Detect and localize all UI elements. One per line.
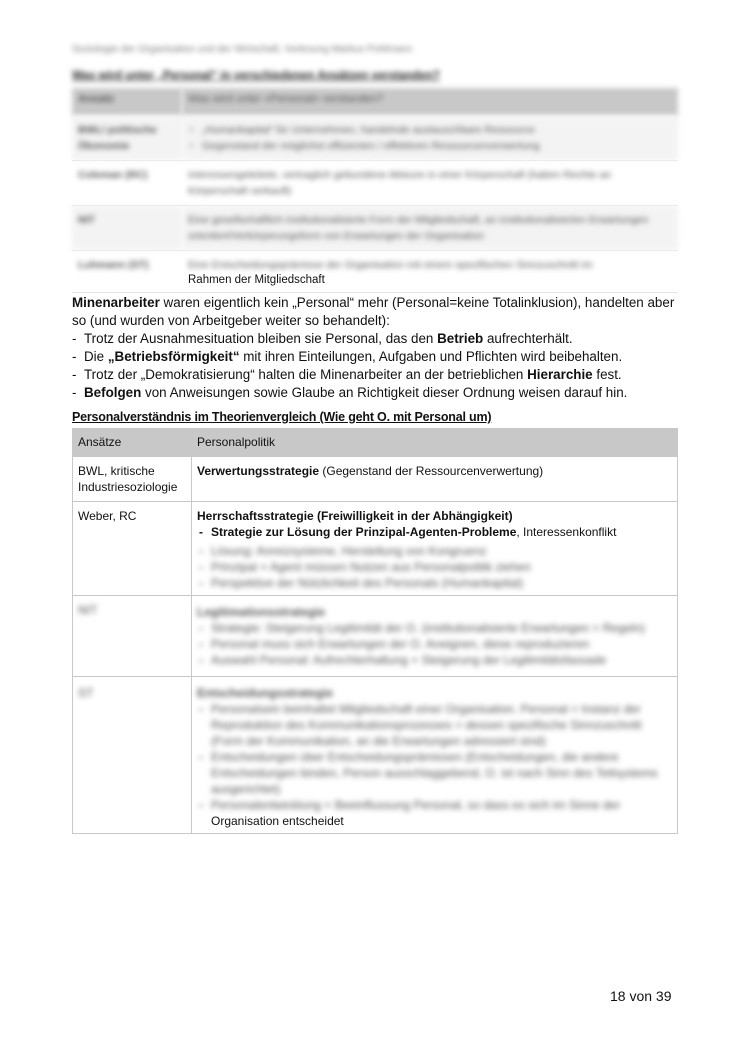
table-row: [72, 116, 678, 161]
bullet-list: [72, 330, 678, 402]
table-row: [72, 161, 678, 206]
running-header: Soziologie der Organisation und der Wirtschaft, Vorlesung Markus Pohlmann: [72, 44, 413, 55]
table-row: [73, 502, 678, 596]
table1-cell: [182, 251, 678, 293]
table1-approach: BWL/ politische Ökonomie: [72, 116, 182, 161]
list-item: - Personalsein beinhaltet Mitgliedschaft einer Organisation. Personal = Instanz der Reproduktion des Kommunikationsprozesses = dessen spezifische Sinnzuschnitt (Form der Kommunikation, an die Erwartungen adressiert sind): [211, 701, 672, 749]
list-item: - Trotz der „Demokratisierung“ halten die Minenarbeiter an der betrieblichen Hierarchie fest.: [72, 366, 678, 384]
list-item: ▪ Gegenstand der möglichst effizienten / effektiven Ressourcenverwertung: [202, 138, 672, 154]
table2-cell: Entscheidungsstrategie - Personalsein beinhaltet Mitgliedschaft einer Organisation. Personal = Instanz der Reproduktion des Kommunikationsprozesses = dessen spezifische Sinnzuschnitt (Form der Kommunikation, an die Erwartungen adressiert sind) - Entscheidungen über Entscheidungsprämissen (Entscheidungen, die andere Entscheidungen binden, Person ausschlaggebend, O. ist nach Sinn des Teilsystems ausgerichtet) - Personalentwicklung = Beeinflussung Personal, so dass es sich im Sinne der Organisation entscheidet: [192, 677, 678, 834]
table1-cell-blurred: Eine Entscheidungsprämisse der Organisation mit einem spezifischen Sinnzuschnitt im: [188, 259, 593, 271]
table-row: [73, 677, 678, 834]
list-item: - Entscheidungen über Entscheidungsprämissen (Entscheidungen, die andere Entscheidungen binden, Person ausschlaggebend, O. ist nach Sinn des Teilsystems ausgerichtet): [211, 749, 672, 797]
list-item: - Lösung: Anreizsysteme, Herstellung von Kongruenz: [211, 543, 672, 559]
list-item: - Prinzipal + Agent müssen Nutzen aus Personalpolitik ziehen: [211, 559, 672, 575]
table2-cell: Legitimationsstrategie - Strategie: Steigerung Legitimität der O. (institutionalisierte Erwartungen = Regeln) - Personal muss sich Erwartungen der O. Aneignen, diese reproduzieren - Auswahl Personal: Aufrechterhaltung + Steigerung der Legitimitätsfassade: [192, 596, 678, 677]
table2-header-approaches: Ansätze: [73, 429, 192, 457]
body-text: [72, 294, 678, 402]
list-item: - Die „Betriebsförmigkeit“ mit ihren Einteilungen, Aufgaben und Pflichten wird beibehalten.: [72, 348, 678, 366]
intro-rest: waren eigentlich kein „Personal“ mehr (Personal=keine Totalinklusion), handelten aber so (und wurden von Arbeitgeber weiter so behandelt):: [72, 295, 675, 328]
table2-cell: Herrschaftsstrategie (Freiwilligkeit in der Abhängigkeit) - Strategie zur Lösung der Prinzipal-Agenten-Probleme, Interessenkonflikt - Lösung: Anreizsysteme, Herstellung von Kongruenz - Prinzipal + Agent müssen Nutzen aus Personalpolitik ziehen - Perspektive der Nützlichkeit des Personals (Humankapital): [192, 502, 678, 596]
list-item: - Personal muss sich Erwartungen der O. Aneignen, diese reproduzieren: [211, 636, 672, 652]
table2-cell-sharp: Organisation entscheidet: [211, 814, 344, 828]
table-row: [72, 251, 678, 293]
table1-cell: [182, 116, 678, 161]
list-item: - Befolgen von Anweisungen sowie Glaube an Richtigkeit dieser Ordnung weisen darauf hin.: [72, 384, 678, 402]
table2-approach: Weber, RC: [73, 502, 192, 596]
list-item: ▪ „Humankapital“ für Unternehmen, handelnde austauschbare Ressource: [202, 122, 672, 138]
list-item: - Perspektive der Nützlichkeit des Personals (Humankapital): [211, 575, 672, 591]
table1-cell: Interessengeleitete, vertraglich gebundene Akteure in einer Körperschaft (haben Rechte an Körperschaft verkauft): [182, 161, 678, 206]
table1-title: Was wird unter „Personal“ in verschiedenen Ansätzen verstanden?: [72, 70, 440, 82]
list-item: - Trotz der Ausnahmesituation bleiben sie Personal, das den Betrieb aufrechterhält.: [72, 330, 678, 348]
table-row: [73, 596, 678, 677]
table-row: [72, 206, 678, 251]
table2-approach: NIT: [73, 596, 192, 677]
table2-approach: BWL, kritische Industriesoziologie: [73, 457, 192, 502]
table1-cell: Eine gesellschaftlich institutionalisierte Form der Mitgliedschaft, an institutionalisierten Erwartungen orientiert/Verkörperungsform von Erwartungen der Organisation: [182, 206, 678, 251]
table1: [72, 88, 678, 293]
list-item: - Auswahl Personal: Aufrechterhaltung + Steigerung der Legitimitätsfassade: [211, 652, 672, 668]
table2-header-policy: Personalpolitik: [192, 429, 678, 457]
table1-approach: Coleman (RC): [72, 161, 182, 206]
page-number: 18 von 39: [610, 988, 672, 1004]
intro-paragraph: [72, 294, 678, 330]
table1-header-approach: Ansatz: [72, 88, 182, 116]
table2-title: Personalverständnis im Theorienvergleich (Wie geht O. mit Personal um): [72, 410, 492, 424]
table2: [72, 428, 678, 834]
table1-approach: Luhmann (ST): [72, 251, 182, 293]
intro-bold: Minenarbeiter: [72, 295, 160, 310]
table1-cell-sharp: Rahmen der Mitgliedschaft: [188, 274, 325, 286]
list-item: - Personalentwicklung = Beeinflussung Personal, so dass es sich im Sinne der: [211, 797, 672, 813]
list-item: - Strategie: Steigerung Legitimität der O. (institutionalisierte Erwartungen = Regeln): [211, 620, 672, 636]
table2-cell: Verwertungsstrategie (Gegenstand der Ressourcenverwertung): [192, 457, 678, 502]
table2-approach: ST: [73, 677, 192, 834]
table-row: [73, 457, 678, 502]
table1-header-understanding: Was wird unter »Personal« verstanden?: [182, 88, 678, 116]
table1-approach: NIT: [72, 206, 182, 251]
